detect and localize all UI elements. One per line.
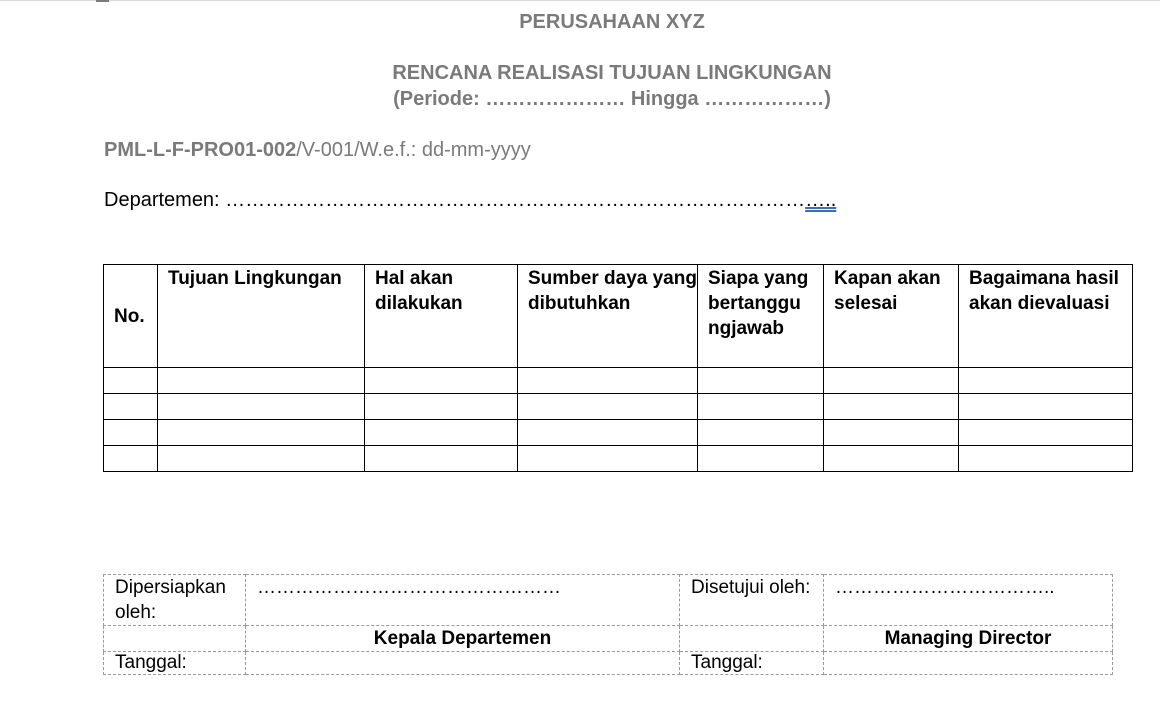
header-objective: Tujuan Lingkungan bbox=[158, 265, 365, 368]
period-line: (Periode: ………………… Hingga ………………) bbox=[393, 88, 831, 110]
table-cell[interactable] bbox=[104, 368, 158, 394]
signature-row-roles bbox=[104, 626, 1113, 652]
table-cell[interactable] bbox=[158, 394, 365, 420]
table-cell[interactable] bbox=[698, 420, 824, 446]
table-cell[interactable] bbox=[824, 394, 959, 420]
table-cell[interactable] bbox=[158, 368, 365, 394]
table-cell[interactable] bbox=[104, 394, 158, 420]
company-name: PERUSAHAAN XYZ bbox=[519, 11, 705, 33]
department-dots-end: ….. bbox=[805, 189, 837, 211]
department-line[interactable] bbox=[104, 189, 836, 212]
role-spacer-right bbox=[680, 626, 824, 652]
table-cell[interactable] bbox=[104, 446, 158, 472]
table-cell[interactable] bbox=[518, 420, 698, 446]
table-cell[interactable] bbox=[824, 368, 959, 394]
document-code: PML-L-F-PRO01-002 bbox=[104, 139, 297, 161]
date-label-left: Tanggal: bbox=[104, 652, 246, 675]
table-cell[interactable] bbox=[698, 368, 824, 394]
header-action: Hal akan dilakukan bbox=[365, 265, 518, 368]
table-cell[interactable] bbox=[698, 446, 824, 472]
department-label: Departemen: bbox=[104, 189, 226, 211]
header-deadline: Kapan akan selesai bbox=[824, 265, 959, 368]
document-reference bbox=[104, 139, 531, 162]
table-cell[interactable] bbox=[959, 368, 1133, 394]
approved-by-label: Disetujui oleh: bbox=[680, 575, 824, 626]
signature-row-names bbox=[104, 575, 1113, 626]
table-row bbox=[104, 368, 1133, 394]
table-cell[interactable] bbox=[365, 446, 518, 472]
table-header-row bbox=[104, 265, 1133, 368]
approved-role: Managing Director bbox=[824, 626, 1113, 652]
table-cell[interactable] bbox=[365, 368, 518, 394]
table-cell[interactable] bbox=[104, 420, 158, 446]
table-row bbox=[104, 420, 1133, 446]
table-cell[interactable] bbox=[158, 446, 365, 472]
approved-by-signature[interactable]: …………………………….. bbox=[824, 575, 1113, 626]
page-corner-mark bbox=[96, 0, 109, 2]
objectives-table bbox=[103, 264, 1133, 472]
table-cell[interactable] bbox=[365, 394, 518, 420]
table-cell[interactable] bbox=[959, 446, 1133, 472]
prepared-by-signature[interactable]: ………………………………………… bbox=[246, 575, 680, 626]
date-field-left[interactable] bbox=[246, 652, 680, 675]
header-no: No. bbox=[104, 265, 158, 368]
header-resources: Sumber daya yang dibutuhkan bbox=[518, 265, 698, 368]
department-dots: …………………………………………………………………………… bbox=[225, 189, 806, 211]
table-cell[interactable] bbox=[365, 420, 518, 446]
header-responsible: Siapa yang bertanggu ngjawab bbox=[698, 265, 824, 368]
table-cell[interactable] bbox=[824, 420, 959, 446]
role-spacer-left bbox=[104, 626, 246, 652]
page-top-border bbox=[0, 0, 1160, 1]
document-version: /V-001/W.e.f.: dd-mm-yyyy bbox=[296, 139, 531, 161]
header-evaluation: Bagaimana hasil akan dievaluasi bbox=[959, 265, 1133, 368]
date-field-right[interactable] bbox=[824, 652, 1113, 675]
table-row bbox=[104, 446, 1133, 472]
table-cell[interactable] bbox=[824, 446, 959, 472]
table-cell[interactable] bbox=[158, 420, 365, 446]
table-cell[interactable] bbox=[518, 394, 698, 420]
date-label-right: Tanggal: bbox=[680, 652, 824, 675]
table-row bbox=[104, 394, 1133, 420]
table-cell[interactable] bbox=[518, 368, 698, 394]
table-cell[interactable] bbox=[959, 394, 1133, 420]
prepared-by-label: Dipersiapkan oleh: bbox=[104, 575, 246, 626]
table-cell[interactable] bbox=[959, 420, 1133, 446]
document-title: RENCANA REALISASI TUJUAN LINGKUNGAN bbox=[392, 62, 832, 84]
table-cell[interactable] bbox=[698, 394, 824, 420]
signature-table bbox=[103, 574, 1113, 675]
prepared-role: Kepala Departemen bbox=[246, 626, 680, 652]
signature-row-dates bbox=[104, 652, 1113, 675]
table-cell[interactable] bbox=[518, 446, 698, 472]
